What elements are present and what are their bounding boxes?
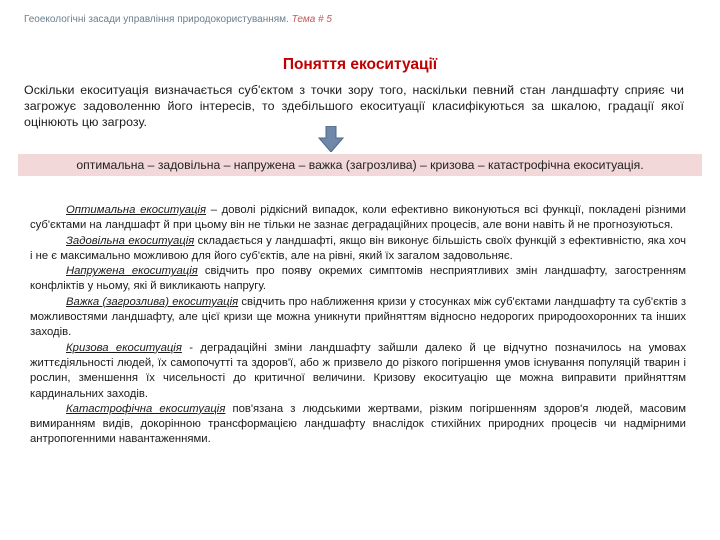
definition-crisis bbox=[30, 341, 686, 402]
definition-tense bbox=[30, 264, 686, 295]
definition-catastrophic bbox=[30, 402, 686, 448]
definition-satisfactory bbox=[30, 234, 686, 265]
definition-text: – доволі рідкісний випадок, коли ефективно виконуються всі функції, покладені різними суб'єктами на ландшафт й при цьому він не тільки не зазнає деградаційних процесів, але вони навіть й не прогнозуються. bbox=[30, 204, 686, 232]
ecosituation-scale bbox=[18, 154, 702, 176]
down-arrow-icon bbox=[318, 126, 344, 152]
definition-difficult bbox=[30, 295, 686, 341]
slide-title: Поняття екоситуації bbox=[282, 56, 438, 73]
intro-paragraph: Оскільки екоситуація визначається суб'єктом з точки зору того, наскільки певний стан ландшафту сприяє чи загрожує задоволенню його інтересів, то здебільшого екоситуації класифікуються за шкалою, градації якої оцінюють цю загрозу. bbox=[24, 83, 684, 129]
definition-term: Оптимальна екоситуація bbox=[66, 204, 207, 216]
definition-text: складається у ландшафті, якщо він виконує більшість своїх функцій з ефективністю, яка хоч і не є максимально можливою для його суб'єктів, але на рівні, який їх загалом задовольняє. bbox=[30, 234, 686, 262]
definition-text: пов'язана з людськими жертвами, різким погіршенням здоров'я людей, масовим вимиранням видів, докорінною трансформацією ландшафту внаслідок стихійних природних процесів чи надмірними антропогенними навантаженнями. bbox=[30, 402, 686, 446]
definitions-list bbox=[30, 203, 686, 448]
definition-term: Напружена екоситуація bbox=[66, 265, 198, 278]
definition-optimal bbox=[30, 203, 686, 234]
topic-number: Тема # 5 bbox=[291, 14, 332, 25]
scale-text: оптимальна – задовільна – напружена – важка (загрозлива) – кризова – катастрофічна екоситуація. bbox=[76, 158, 644, 172]
definition-text: свідчить про появу окремих симптомів несприятливих змін ландшафту, загостренням конфліктів у ньому, які й викликають напругу. bbox=[30, 265, 686, 293]
course-name: Геоекологічні засади управління природокористуванням. bbox=[24, 14, 289, 25]
definition-text: - деградаційні зміни ландшафту зайшли далеко й це відчутно позначилось на умовах життєдіяльності людей, їх самопочутті та здоров'ї, або ж призвело до різкого погіршення умов існування популяцій тварин і рослин, зменшення їх чисельності до критичної величини. Кризову екоситуацію ще можна виправити прийняттям кардинальних заходів. bbox=[30, 341, 686, 400]
slide-header bbox=[24, 14, 332, 25]
definition-term: Кризова екоситуація bbox=[66, 341, 182, 354]
definition-term: Катастрофічна екоситуація bbox=[66, 402, 226, 415]
definition-term: Задовільна екоситуація bbox=[66, 234, 195, 247]
definition-term: Важка (загрозлива) екоситуація bbox=[66, 295, 239, 308]
definition-text: свідчить про наближення кризи у стосунках між суб'єктами ландшафту та суб'єктів з можливостями ландшафту, але цієї кризи ще можна уникнути прийняттям відносно недорогих природоохоронних та інших заходів. bbox=[30, 295, 686, 339]
